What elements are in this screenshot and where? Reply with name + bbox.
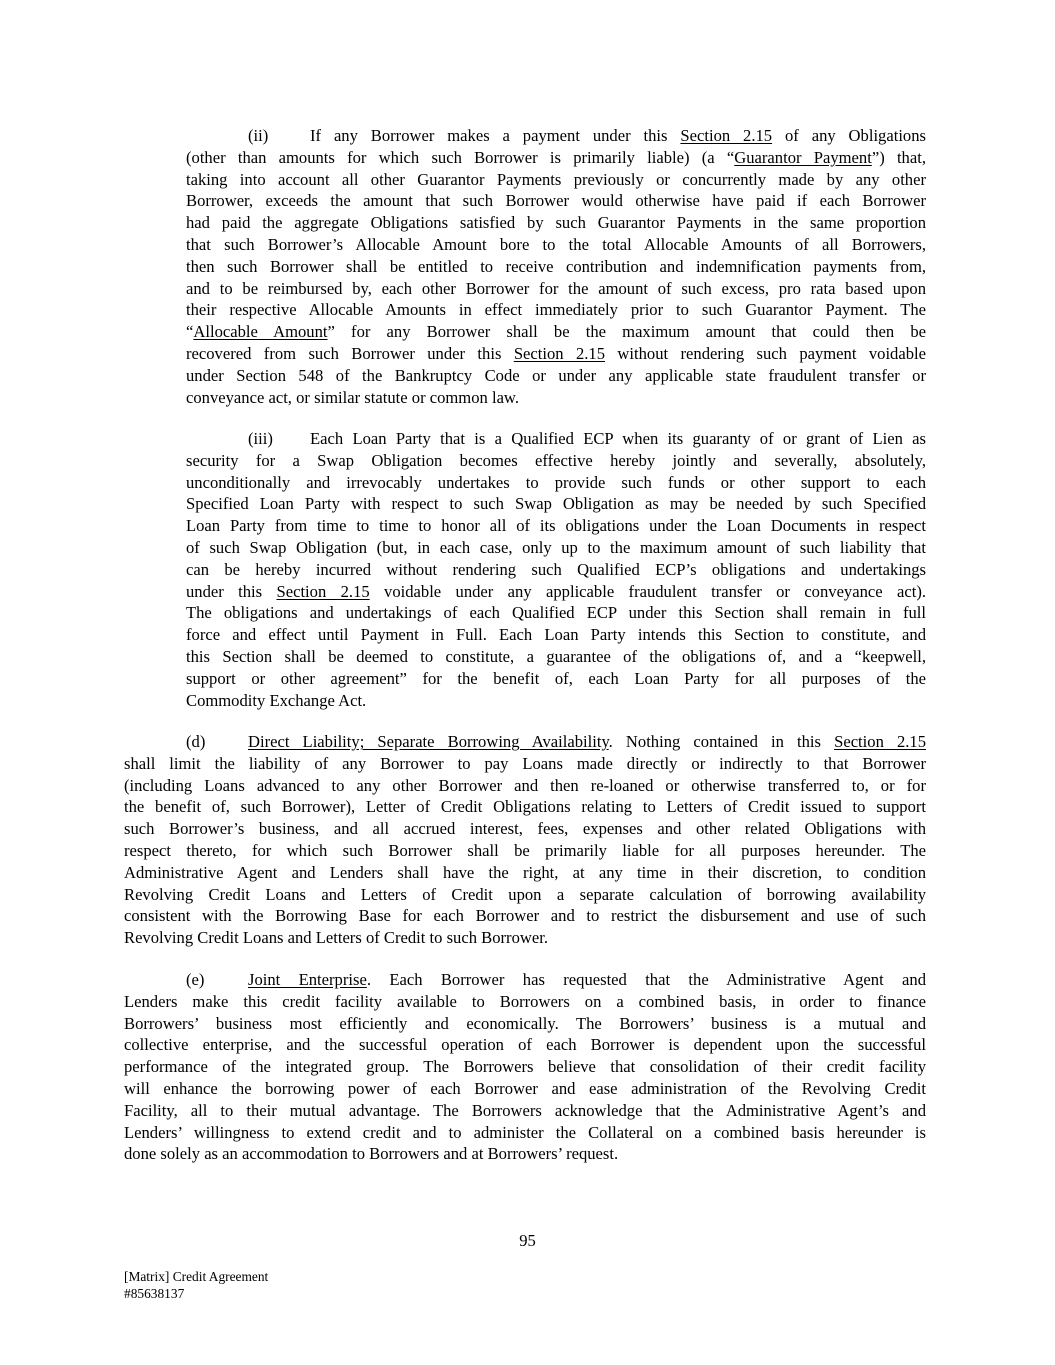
paragraph-e-number: (e) (186, 970, 205, 989)
paragraph-ii-number: (ii) (248, 126, 269, 145)
paragraph-ii-line-11: recovered from such Borrower under this Section 2.15 without rendering such payment voidable (186, 343, 926, 363)
allocable-amount-term: Allocable Amount (193, 322, 328, 342)
paragraph-iii-line-10: force and effect until Payment in Full. Each Loan Party intends this Section to constitute, and (186, 625, 926, 645)
paragraph-iii-number: (iii) (248, 429, 273, 448)
footer-document-id: #85638137 (124, 1286, 185, 1301)
paragraph-iii-line-5: Loan Party from time to time to honor all of its obligations under the Loan Documents in respect (186, 516, 926, 536)
paragraph-e-line-7: Facility, all to their mutual advantage. The Borrowers acknowledge that the Administrative Agent’s and (124, 1100, 926, 1120)
paragraph-iii-line-12: support or other agreement” for the benefit of, each Loan Party for all purposes of the (186, 668, 926, 688)
paragraph-d-line-8: Revolving Credit Loans and Letters of Credit upon a separate calculation of borrowing availability (124, 884, 926, 904)
paragraph-e (124, 969, 926, 1165)
paragraph-d-number: (d) (186, 732, 206, 751)
paragraph-d-line-7: Administrative Agent and Lenders shall have the right, at any time in their discretion, to condition (124, 862, 926, 882)
paragraph-e-line-8: Lenders’ willingness to extend credit and to administer the Collateral on a combined basis hereunder is (124, 1122, 926, 1142)
section-2-15-reference: Section 2.15 (680, 126, 773, 145)
footer-title: [Matrix] Credit Agreement (124, 1269, 269, 1284)
paragraph-ii-line-8: and to be reimbursed by, each other Borrower for the amount of such excess, pro rata based upon (186, 278, 926, 298)
paragraph-d-line-9: consistent with the Borrowing Base for each Borrower and to restrict the disbursement and use of such (124, 906, 926, 926)
paragraph-ii-line-9: their respective Allocable Amounts in effect immediately prior to such Guarantor Payment. The (186, 300, 926, 320)
paragraph-iii-line-13: Commodity Exchange Act. (186, 690, 367, 710)
paragraph-e-line-3: Borrowers’ business most efficiently and economically. The Borrowers’ business is a mutual and (124, 1013, 926, 1033)
section-2-15-reference: Section 2.15 (276, 581, 370, 601)
paragraph-ii-line-3: taking into account all other Guarantor Payments previously or concurrently made by any other (186, 169, 926, 189)
paragraph-iii-line-3: unconditionally and irrevocably undertakes to provide such funds or other support to each (186, 472, 926, 492)
paragraph-e-heading: Joint Enterprise (248, 970, 367, 989)
paragraph-iii-line-9: The obligations and undertakings of each Qualified ECP under this Section shall remain in full (186, 603, 926, 623)
guarantor-payment-term: Guarantor Payment (734, 147, 872, 167)
document-footer (124, 1268, 268, 1302)
paragraph-iii-line-2: security for a Swap Obligation becomes effective hereby jointly and severally, absolutely, (186, 450, 926, 470)
paragraph-d-line-6: respect thereto, for which such Borrower shall be primarily liable for all purposes hereunder. The (124, 840, 926, 860)
paragraph-d-line-4: the benefit of, such Borrower), Letter of Credit Obligations relating to Letters of Credit issued to support (124, 797, 926, 817)
paragraph-ii-line-1: (ii) If any Borrower makes a payment under this Section 2.15 of any Obligations (248, 126, 926, 145)
paragraph-e-line-4: collective enterprise, and the successful operation of each Borrower is dependent upon the successful (124, 1035, 926, 1055)
paragraph-ii-line-4: Borrower, exceeds the amount that such Borrower would otherwise have paid if each Borrower (186, 191, 926, 211)
paragraph-e-line-1: (e) Joint Enterprise. Each Borrower has requested that the Administrative Agent and (186, 970, 926, 989)
paragraph-d (124, 731, 926, 949)
paragraph-e-line-6: will enhance the borrowing power of each Borrower and ease administration of the Revolving Credit (124, 1078, 926, 1098)
paragraph-iii-line-6: of such Swap Obligation (but, in each case, only up to the maximum amount of such liability that (186, 537, 926, 557)
paragraph-d-line-10: Revolving Credit Loans and Letters of Credit to such Borrower. (124, 928, 548, 948)
paragraph-ii (186, 125, 926, 408)
section-2-15-reference: Section 2.15 (834, 732, 927, 751)
paragraph-iii (186, 428, 926, 711)
paragraph-ii-line-13: conveyance act, or similar statute or common law. (186, 387, 519, 407)
paragraph-d-line-5: such Borrower’s business, and all accrued interest, fees, expenses and other related Obligations with (124, 819, 926, 839)
paragraph-ii-line-6: that such Borrower’s Allocable Amount bore to the total Allocable Amounts of all Borrowers, (186, 234, 926, 254)
paragraph-d-heading: Direct Liability; Separate Borrowing Availability (248, 732, 609, 751)
paragraph-iii-line-1: (iii) Each Loan Party that is a Qualified ECP when its guaranty of or grant of Lien as (248, 429, 926, 448)
paragraph-e-line-9: done solely as an accommodation to Borrowers and at Borrowers’ request. (124, 1144, 619, 1164)
paragraph-ii-line-10: “Allocable Amount” for any Borrower shall be the maximum amount that could then be (186, 322, 926, 342)
paragraph-e-line-5: performance of the integrated group. The Borrowers believe that consolidation of their credit facility (124, 1057, 926, 1077)
paragraph-iii-line-11: this Section shall be deemed to constitute, a guarantee of the obligations of, and a “keepwell, (186, 646, 926, 666)
page-number: 95 (519, 1231, 536, 1250)
paragraph-iii-line-7: can be hereby incurred without rendering such Qualified ECP’s obligations and undertakings (186, 559, 926, 579)
paragraph-iii-line-4: Specified Loan Party with respect to such Swap Obligation as may be needed by such Specified (186, 494, 926, 514)
paragraph-d-line-3: (including Loans advanced to any other Borrower and then re-loaned or otherwise transferred to, or for (124, 775, 926, 795)
section-2-15-reference: Section 2.15 (513, 343, 606, 363)
paragraph-ii-line-7: then such Borrower shall be entitled to receive contribution and indemnification payments from, (186, 256, 926, 276)
paragraph-d-line-1: (d) Direct Liability; Separate Borrowing Availability. Nothing contained in this Section 2.15 (186, 732, 927, 751)
paragraph-ii-line-12: under Section 548 of the Bankruptcy Code or under any applicable state fraudulent transfer or (186, 365, 926, 385)
paragraph-e-line-2: Lenders make this credit facility available to Borrowers on a combined basis, in order to finance (124, 991, 926, 1011)
paragraph-d-line-2: shall limit the liability of any Borrower to pay Loans made directly or indirectly to that Borrower (124, 753, 926, 773)
paragraph-iii-line-8: under this Section 2.15 voidable under any applicable fraudulent transfer or conveyance act). (186, 581, 926, 601)
paragraph-ii-line-2: (other than amounts for which such Borrower is primarily liable) (a “Guarantor Payment”) that, (186, 147, 926, 167)
paragraph-ii-line-5: had paid the aggregate Obligations satisfied by such Guarantor Payments in the same proportion (186, 213, 926, 233)
